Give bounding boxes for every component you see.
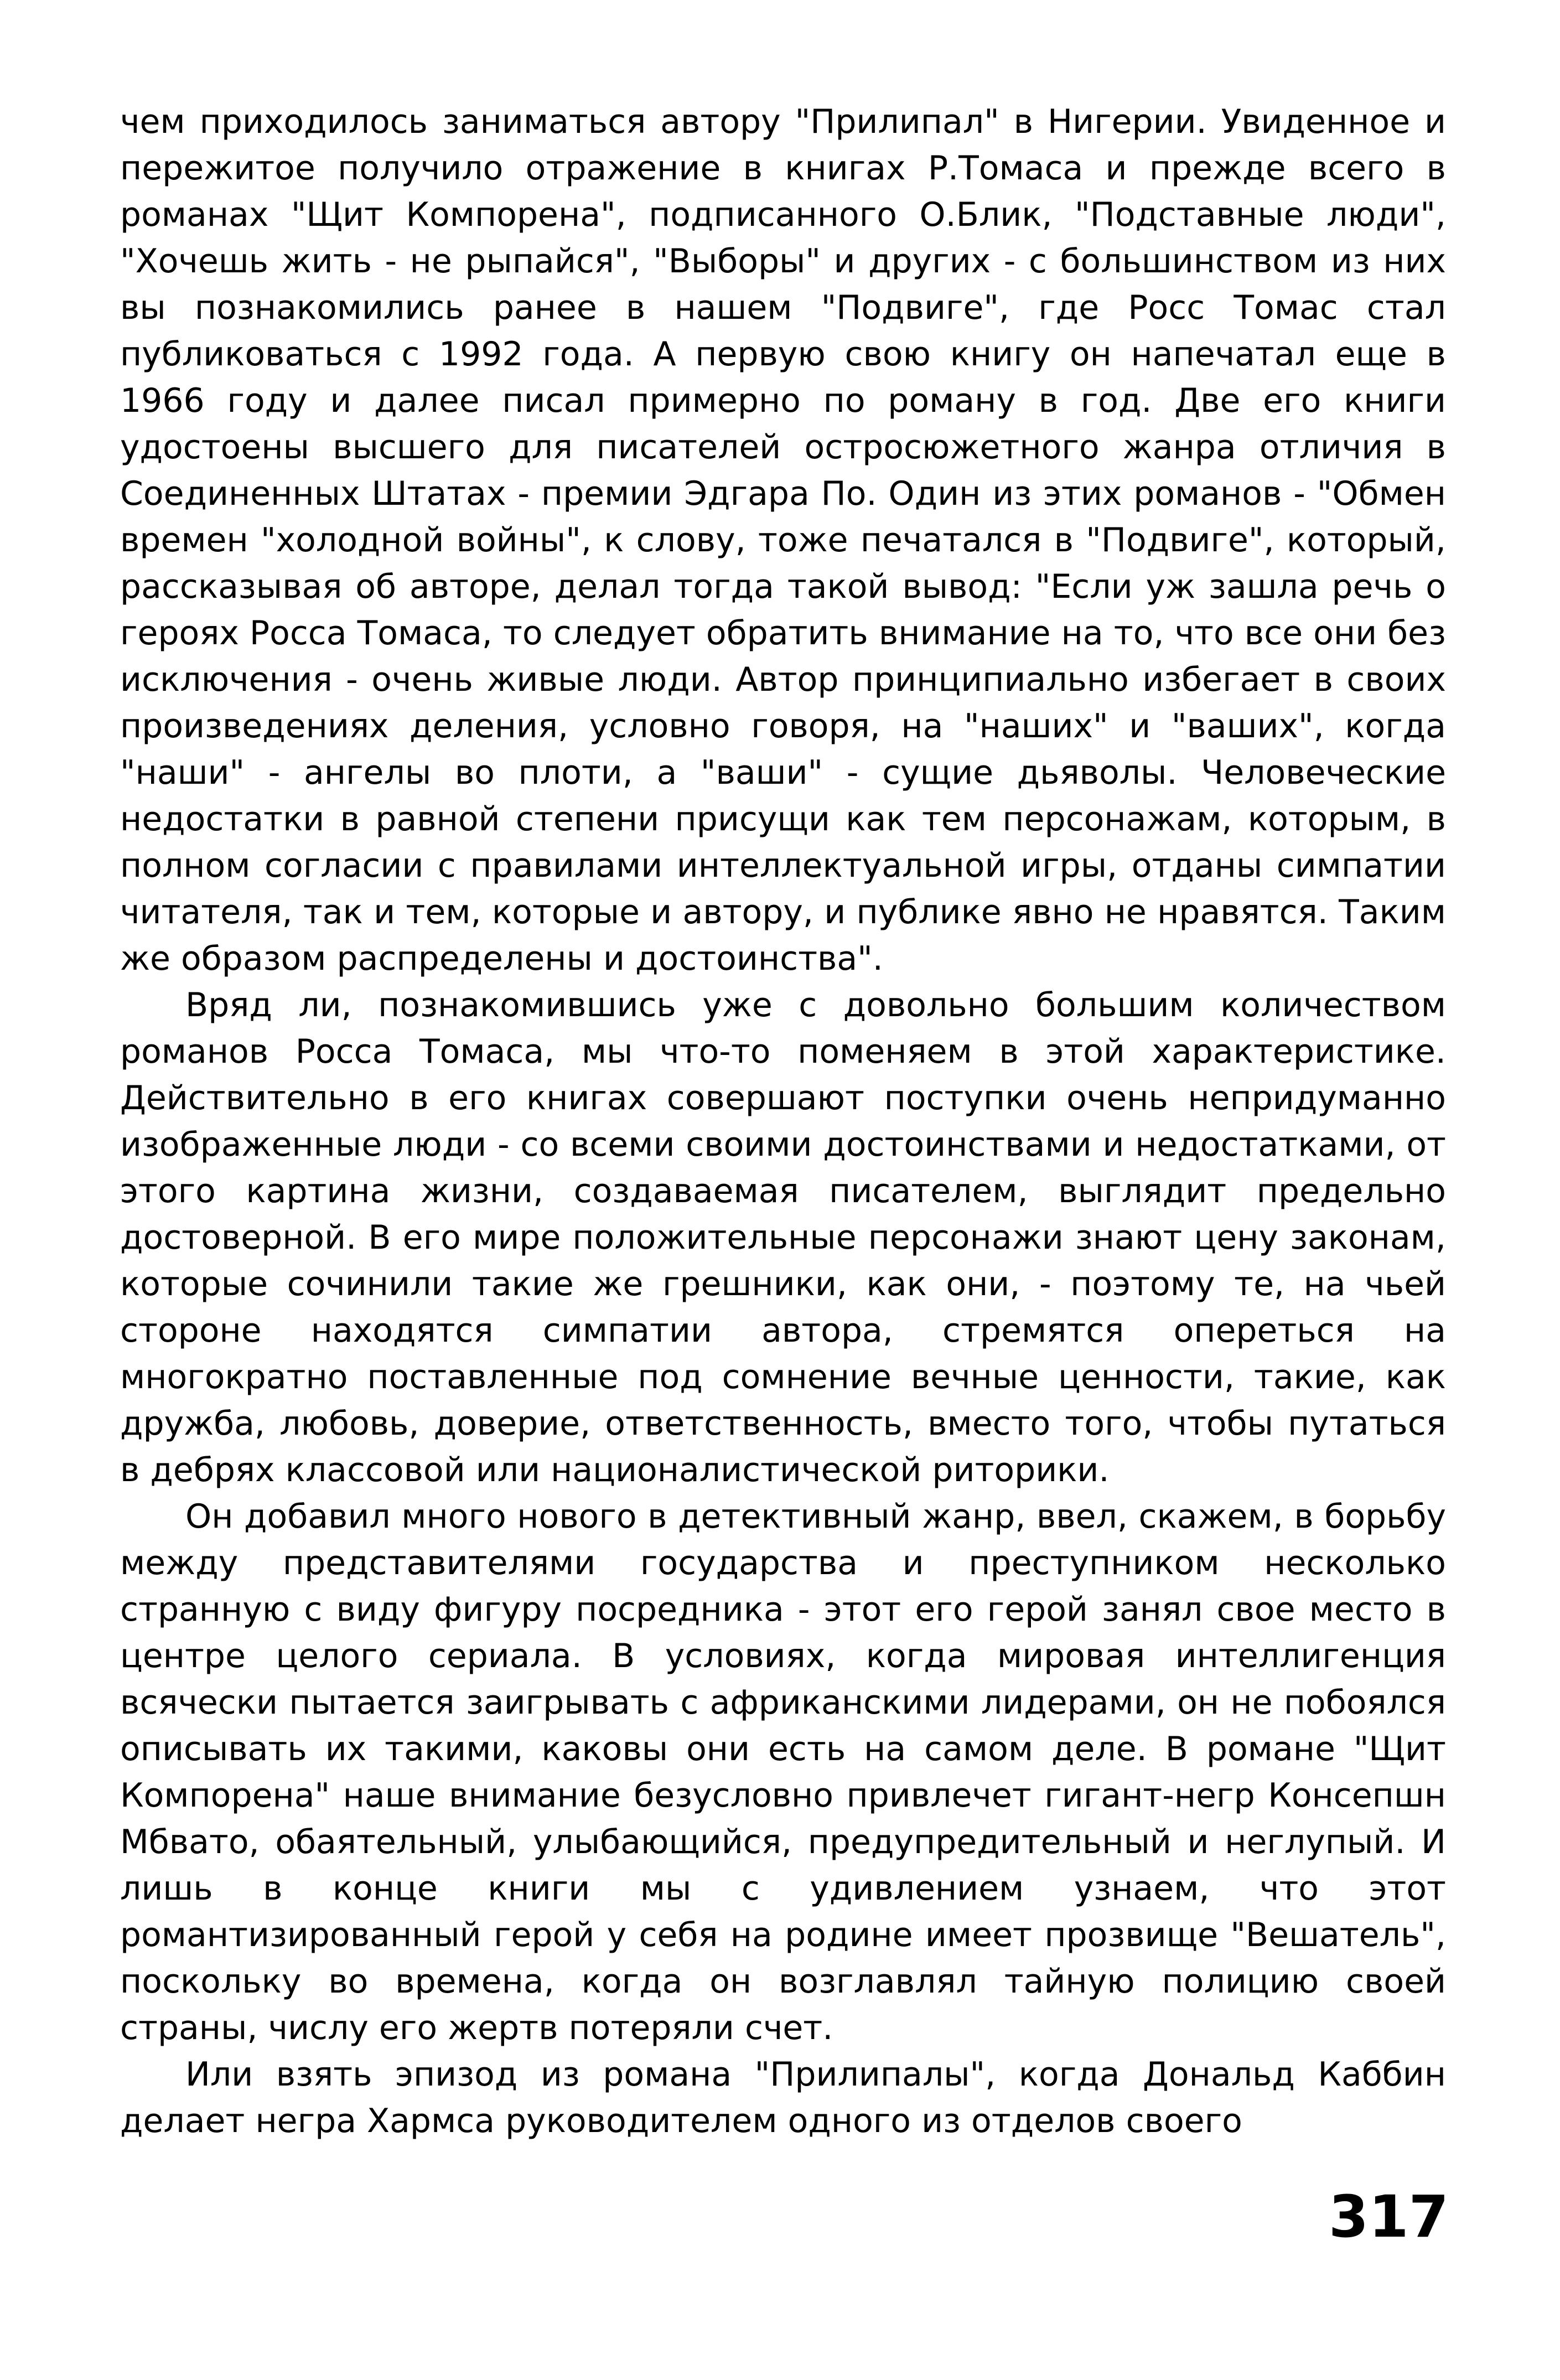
paragraph-2: Вряд ли, познакомившись уже с довольно большим количеством романов Росса Томаса, мы что-то поменяем в этой характеристике. Действительно в его книгах совершают поступки очень непридуманно изображенные люди - со всеми своими достоинствами и недостатками, от этого картина жизни, создаваемая писателем, выглядит предельно достоверной. В его мире положительные персонажи знают цену законам, которые сочинили такие же грешники, как они, - поэтому те, на чьей стороне находятся симпатии автора, стремятся опереться на многократно поставленные под сомнение вечные ценности, такие, как дружба, любовь, доверие, ответственность, вместо того, чтобы путаться в дебрях классовой или националистической риторики. [120,986,1446,1489]
paragraph-4: Или взять эпизод из романа "Прилипалы", когда Дональд Каббин делает негра Хармса руководителем одного из отделов своего [120,2055,1446,2140]
paragraph-1: чем приходилось заниматься автору "Прилипал" в Нигерии. Увиденное и пережитое получило отражение в книгах Р.Томаса и прежде всего в романах "Щит Компорена", подписанного О.Блик, "Подставные люди", "Хочешь жить - не рыпайся", "Выборы" и других - с большинством из них вы познакомились ранее в нашем "Подвиге", где Росс Томас стал публиковаться с 1992 года. А первую свою книгу он напечатал еще в 1966 году и далее писал примерно по роману в год. Две его книги удостоены высшего для писателей остросюжетного жанра отличия в Соединенных Штатах - премии Эдгара По. Один из этих романов - "Обмен времен "холодной войны", к слову, тоже печатался в "Подвиге", который, рассказывая об авторе, делал тогда такой вывод: "Если уж зашла речь о героях Росса Томаса, то следует обратить внимание на то, что все они без исключения - очень живые люди. Автор принципиально избегает в своих произведениях деления, условно говоря, на "наших" и "ваших", когда "наши" - ангелы во плоти, а "ваши" - сущие дьяволы. Человеческие недостатки в равной степени присущи как тем персонажам, которым, в полном согласии с правилами интеллектуальной игры, отданы симпатии читателя, так и тем, которые и автору, и публике явно не нравятся. Таким же образом распределены и достоинства". [120,102,1446,978]
page-text-block [120,99,1446,2144]
paragraph-3: Он добавил много нового в детективный жанр, ввел, скажем, в борьбу между представителями государства и преступником несколько странную с виду фигуру посредника - этот его герой занял свое место в центре целого сериала. В условиях, когда мировая интеллигенция всячески пытается заигрывать с африканскими лидерами, он не побоялся описывать их такими, каковы они есть на самом деле. В романе "Щит Компорена" наше внимание безусловно привлечет гигант-негр Консепшн Мбвато, обаятельный, улыбающийся, предупредительный и неглупый. И лишь в конце книги мы с удивлением узнаем, что этот романтизированный герой у себя на родине имеет прозвище "Вешатель", поскольку во времена, когда он возглавлял тайную полицию своей страны, числу его жертв потеряли счет. [120,1497,1446,2047]
page-number: 317 [1328,2183,1449,2250]
